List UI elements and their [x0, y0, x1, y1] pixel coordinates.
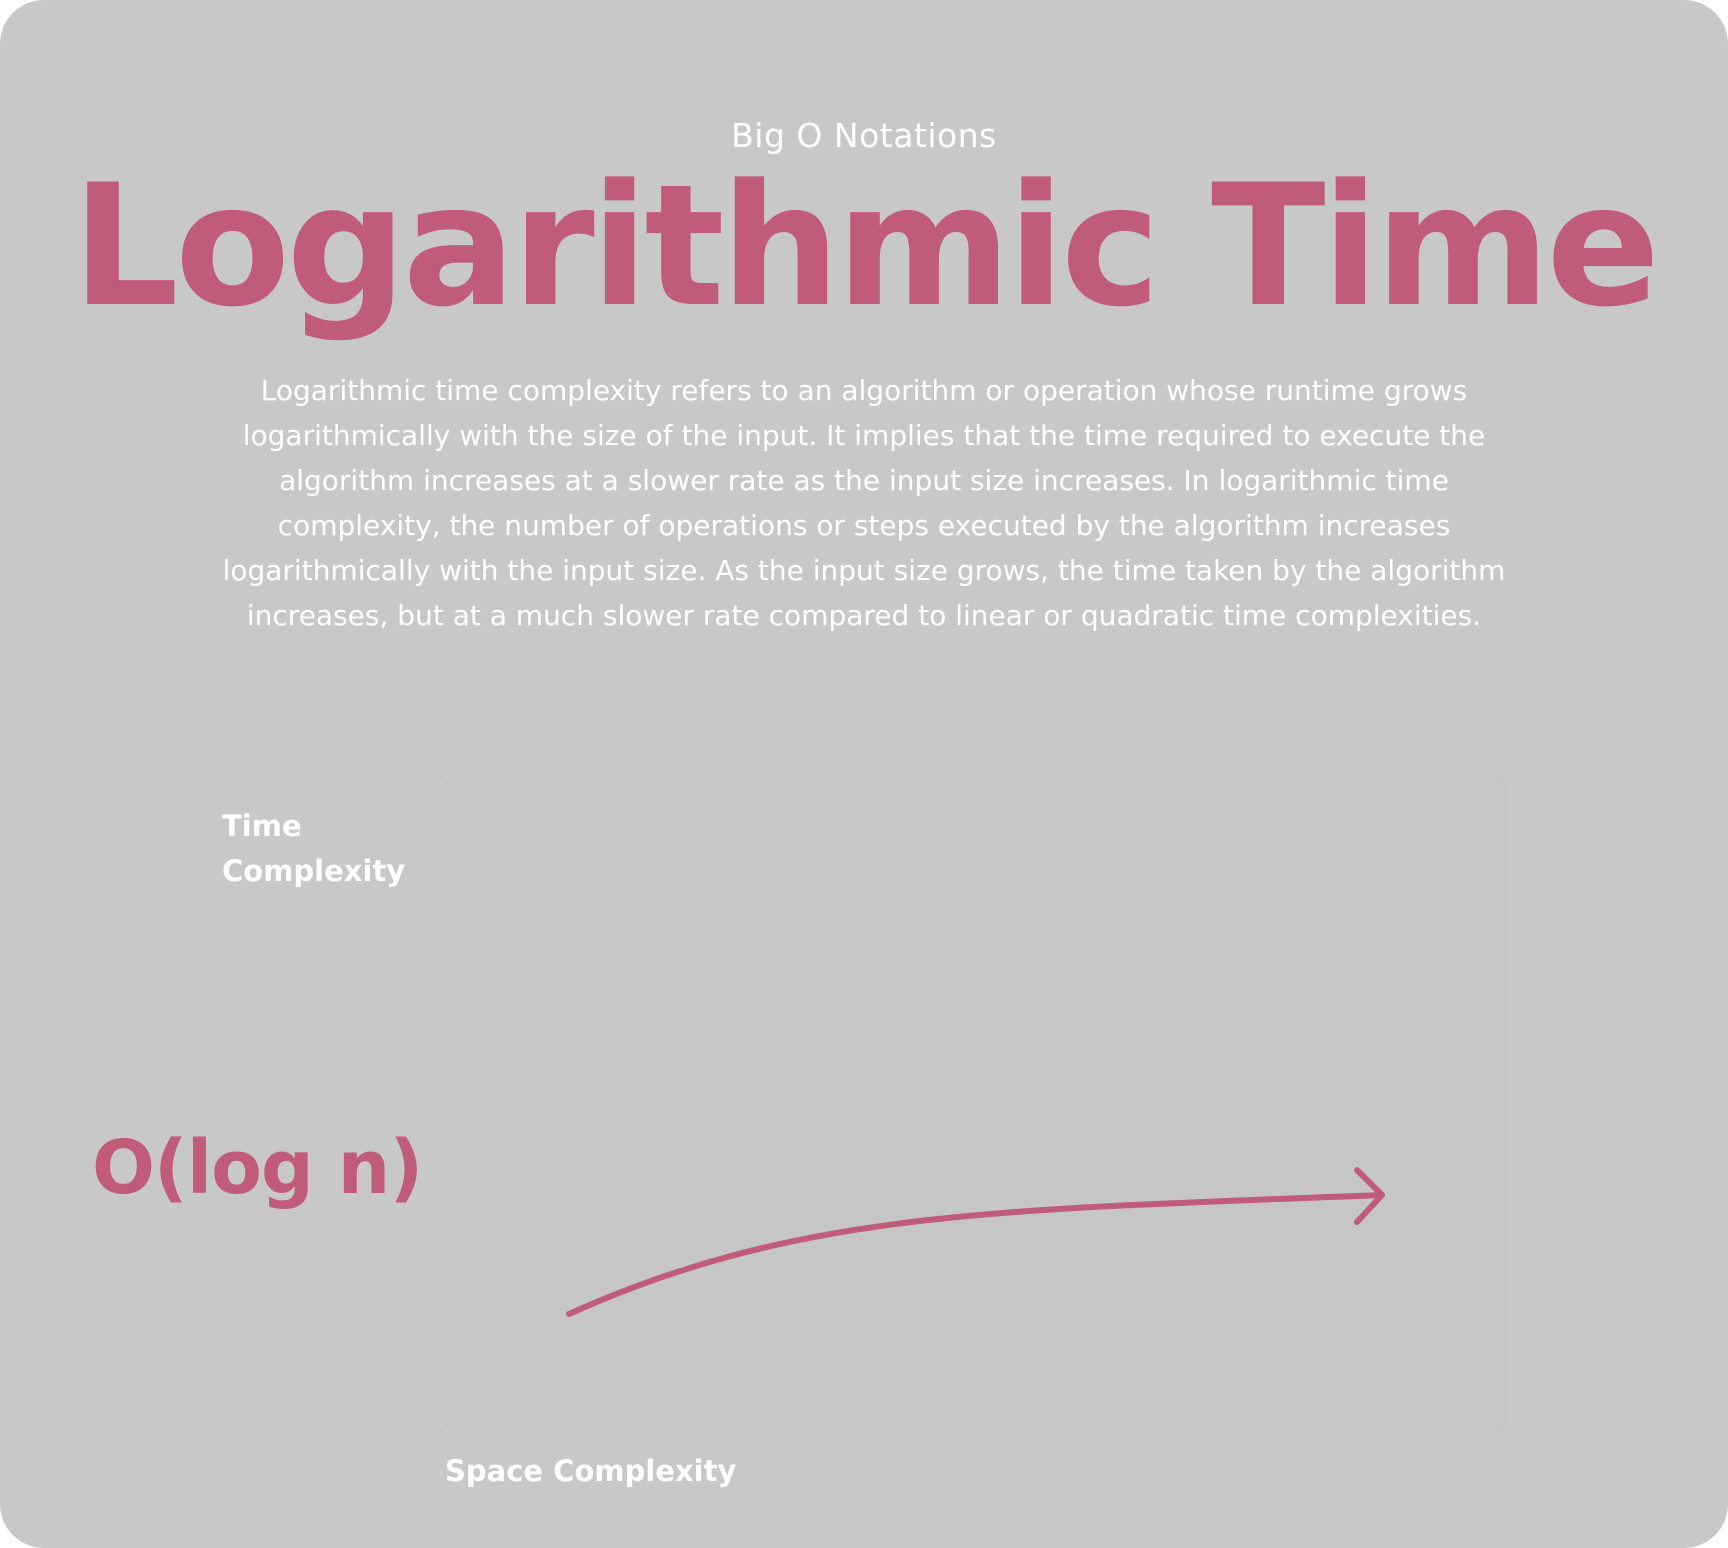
big-o-notation: O(log n) — [92, 1125, 423, 1211]
eyebrow-label: Big O Notations — [731, 116, 997, 155]
y-axis-label: Time Complexity — [222, 809, 406, 888]
plot-area — [443, 775, 1507, 1433]
page-title: Logarithmic Time — [71, 148, 1657, 344]
description-text: Logarithmic time complexity refers to an algorithm or operation whose runtime grows logarithmically with the size of the input. It implies that the time required to execute the algorithm increases at a slower rate as the input size increases. In logarithmic time complexity, the number of operations or steps executed by the algorithm increases logarithmically with the input size. As the input size grows, the time taken by the algorithm increases, but at a much slower rate compared to linear or quadratic time complexities. — [222, 374, 1506, 632]
x-axis-label: Space Complexity — [445, 1454, 737, 1488]
